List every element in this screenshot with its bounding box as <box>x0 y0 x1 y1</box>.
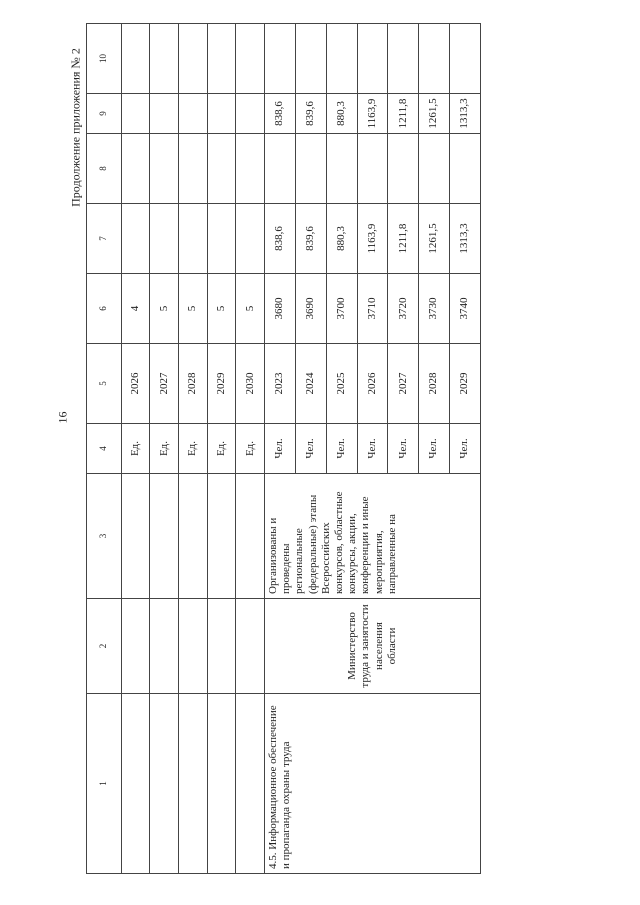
table-cell <box>121 694 150 874</box>
table-cell <box>121 474 150 599</box>
table-cell: 2029 <box>207 344 236 424</box>
table-cell: 880,3 <box>326 204 357 274</box>
table-cell <box>150 134 179 204</box>
table-cell <box>178 204 207 274</box>
table-cell <box>326 24 357 94</box>
table-cell: 1163,9 <box>357 94 388 134</box>
table-cell <box>388 134 419 204</box>
table-cell <box>236 94 265 134</box>
table-cell: 3730 <box>419 274 450 344</box>
table-cell <box>121 94 150 134</box>
table-cell: Чел. <box>449 424 480 474</box>
table-row <box>207 24 236 874</box>
table-cell: 3680 <box>265 274 296 344</box>
rotated-table-wrapper <box>86 24 481 874</box>
table-cell <box>388 24 419 94</box>
table-cell <box>121 24 150 94</box>
table-cell: 2026 <box>121 344 150 424</box>
table-cell <box>265 134 296 204</box>
table-cell <box>295 134 326 204</box>
table-cell <box>419 134 450 204</box>
table-cell: Ед. <box>121 424 150 474</box>
table-cell <box>236 24 265 94</box>
table-cell <box>265 24 296 94</box>
table-cell: Чел. <box>357 424 388 474</box>
table-cell <box>178 134 207 204</box>
table-cell: Чел. <box>265 424 296 474</box>
header-cell: 6 <box>87 274 122 344</box>
table-cell: 839,6 <box>295 94 326 134</box>
table-cell: 838,6 <box>265 94 296 134</box>
table-cell <box>326 134 357 204</box>
table-cell: Чел. <box>388 424 419 474</box>
table-cell <box>207 694 236 874</box>
table-cell <box>150 599 179 694</box>
table-cell <box>121 599 150 694</box>
table-cell: 2023 <box>265 344 296 424</box>
header-cell: 5 <box>87 344 122 424</box>
table-cell: 2026 <box>357 344 388 424</box>
table-cell: 3690 <box>295 274 326 344</box>
table-cell <box>449 24 480 94</box>
table-cell: 1313,3 <box>449 204 480 274</box>
table-cell: Ед. <box>207 424 236 474</box>
header-row <box>87 24 122 874</box>
table-cell: 1261,5 <box>419 204 450 274</box>
table-body <box>121 24 480 874</box>
table-cell: 838,6 <box>265 204 296 274</box>
table-cell: 2027 <box>150 344 179 424</box>
table-cell: Организованы и проведены региональные (федеральные) этапы Всероссийских конкурсов, областные конкурсы, акции, конференции и иные мероприятия, направленные на <box>265 474 481 599</box>
table-cell <box>236 599 265 694</box>
table-cell: 2027 <box>388 344 419 424</box>
table-cell <box>121 134 150 204</box>
table-cell <box>295 24 326 94</box>
table-cell: 1313,3 <box>449 94 480 134</box>
table-cell: 2029 <box>449 344 480 424</box>
table-cell: 3710 <box>357 274 388 344</box>
header-cell: 8 <box>87 134 122 204</box>
table-cell <box>207 24 236 94</box>
header-cell: 4 <box>87 424 122 474</box>
table-cell: Ед. <box>150 424 179 474</box>
table-cell <box>150 94 179 134</box>
table-cell <box>121 204 150 274</box>
table-cell: 5 <box>150 274 179 344</box>
table-cell <box>419 24 450 94</box>
table-cell: 2025 <box>326 344 357 424</box>
table-cell <box>150 474 179 599</box>
table-row <box>121 24 150 874</box>
table-cell <box>449 134 480 204</box>
table-cell <box>178 599 207 694</box>
table-cell <box>178 24 207 94</box>
page-number: 16 <box>55 411 70 424</box>
program-table <box>86 23 481 874</box>
table-row <box>178 24 207 874</box>
table-cell <box>178 94 207 134</box>
table-cell: Ед. <box>178 424 207 474</box>
table-cell <box>207 134 236 204</box>
table-cell: 880,3 <box>326 94 357 134</box>
table-cell: 4 <box>121 274 150 344</box>
table-row <box>236 24 265 874</box>
table-cell <box>236 694 265 874</box>
table-cell <box>150 24 179 94</box>
table-cell: 5 <box>178 274 207 344</box>
table-cell: 5 <box>207 274 236 344</box>
table-cell: Чел. <box>419 424 450 474</box>
table-cell <box>236 134 265 204</box>
table-cell: Министерство труда и занятости населения области <box>265 599 481 694</box>
table-cell <box>357 24 388 94</box>
appendix-note: Продолжение приложения № 2 <box>68 48 83 207</box>
header-cell: 1 <box>87 694 122 874</box>
table-cell: 4.5. Информационное обеспечение и пропаганда охраны труда <box>265 694 481 874</box>
header-cell: 10 <box>87 24 122 94</box>
table-cell: 2024 <box>295 344 326 424</box>
table-cell <box>236 204 265 274</box>
table-cell: 3700 <box>326 274 357 344</box>
table-cell <box>150 204 179 274</box>
table-cell <box>236 474 265 599</box>
table-cell <box>207 599 236 694</box>
table-cell <box>207 204 236 274</box>
table-cell: Ед. <box>236 424 265 474</box>
table-cell: 3740 <box>449 274 480 344</box>
header-cell: 3 <box>87 474 122 599</box>
table-row <box>150 24 179 874</box>
table-cell: 5 <box>236 274 265 344</box>
table-cell: 2030 <box>236 344 265 424</box>
table-cell <box>207 474 236 599</box>
table-cell <box>178 694 207 874</box>
table-cell <box>178 474 207 599</box>
table-cell <box>357 134 388 204</box>
header-cell: 9 <box>87 94 122 134</box>
table-cell <box>150 694 179 874</box>
table-row <box>265 24 296 874</box>
header-cell: 2 <box>87 599 122 694</box>
table-cell: 1163,9 <box>357 204 388 274</box>
table-cell: 1261,5 <box>419 94 450 134</box>
table-cell: 2028 <box>419 344 450 424</box>
table-cell: 3720 <box>388 274 419 344</box>
table-cell: 2028 <box>178 344 207 424</box>
table-cell: 1211,8 <box>388 204 419 274</box>
table-cell <box>207 94 236 134</box>
table-cell: 839,6 <box>295 204 326 274</box>
header-cell: 7 <box>87 204 122 274</box>
table-cell: Чел. <box>326 424 357 474</box>
table-cell: Чел. <box>295 424 326 474</box>
table-cell: 1211,8 <box>388 94 419 134</box>
